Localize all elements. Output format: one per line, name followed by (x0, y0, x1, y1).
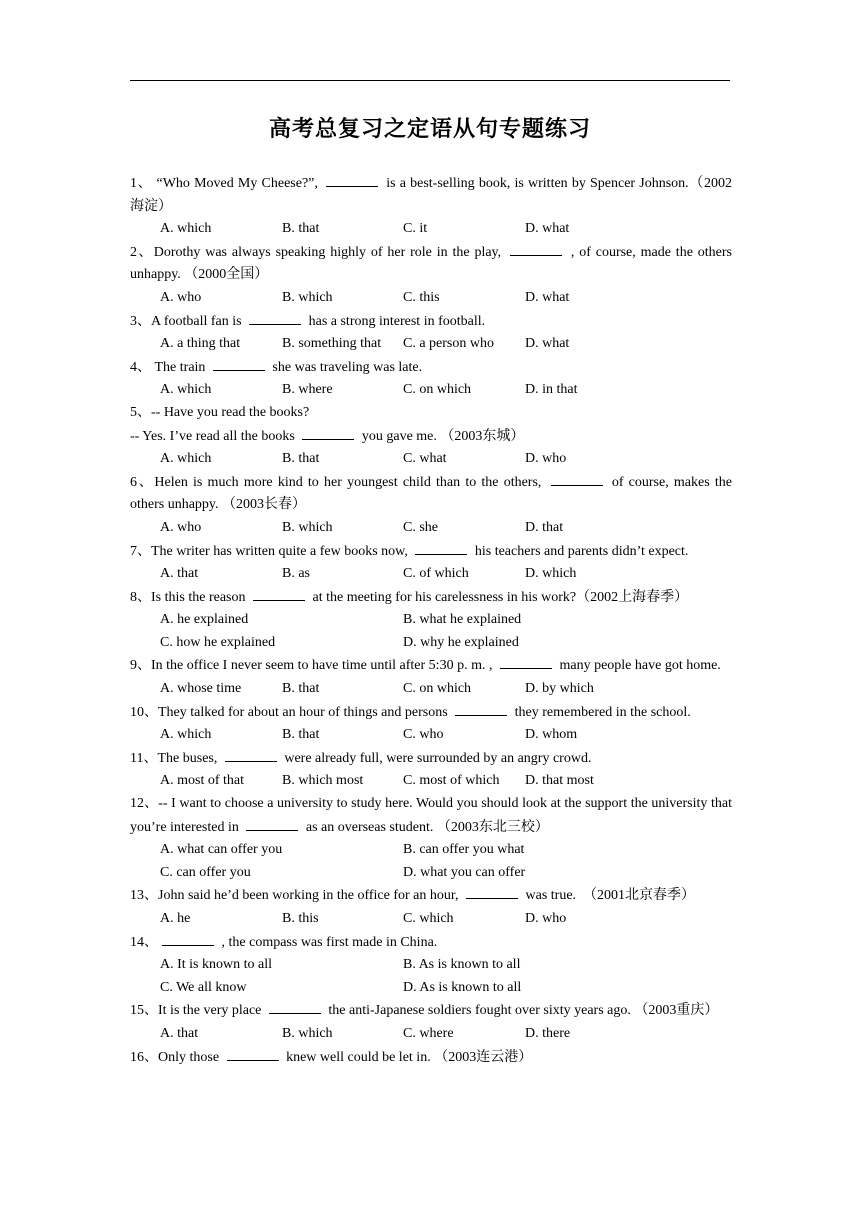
answer-option[interactable]: A. which (160, 727, 212, 743)
answer-blank[interactable] (225, 747, 277, 762)
answer-option[interactable]: A. he explained (160, 612, 249, 628)
answer-option[interactable]: B. what he explained (403, 612, 522, 628)
answer-option[interactable]: A. which (160, 221, 212, 237)
question-item (130, 654, 732, 700)
answer-option[interactable]: D. why he explained (403, 634, 519, 650)
options-row (130, 839, 732, 862)
question-text-part: knew well could be let in. （2003连云港） (282, 1049, 533, 1065)
question-text-part: 12、-- I want to choose a university to study here. Would you should look at the support the university that you’re interested in (130, 796, 732, 835)
question-text-part: as an overseas student. （2003东北三校） (302, 819, 549, 835)
question-text-part: 13、John said he’d been working in the office for an hour, (130, 888, 462, 904)
answer-option[interactable]: C. who (403, 727, 444, 743)
answer-option[interactable]: D. who (525, 451, 567, 467)
question-text-part: , of course, made the others unhappy. （2000全国） (130, 244, 732, 283)
answer-option[interactable]: B. which (282, 289, 333, 305)
answer-option[interactable]: A. who (160, 519, 202, 535)
answer-option[interactable]: D. which (525, 566, 577, 582)
answer-option[interactable]: A. which (160, 382, 212, 398)
question-text-part: 3、A football fan is (130, 313, 246, 329)
answer-option[interactable]: A. he (160, 911, 191, 926)
answer-option[interactable]: C. of which (403, 566, 469, 582)
question-text (130, 586, 732, 610)
options-row (130, 954, 732, 977)
question-text (130, 701, 732, 725)
question-text-part: 16、Only those (130, 1049, 223, 1065)
answer-option[interactable]: C. it (403, 221, 428, 237)
answer-blank[interactable] (249, 310, 301, 325)
answer-option[interactable]: A. that (160, 1025, 199, 1041)
question-text-part: she was traveling was late. (268, 359, 423, 375)
answer-option[interactable]: B. which (282, 519, 333, 535)
question-text-part: were already full, were surrounded by an angry crowd. (280, 750, 592, 766)
answer-option[interactable]: B. that (282, 451, 320, 467)
answer-blank[interactable] (510, 241, 562, 256)
question-text (130, 310, 732, 334)
question-text (130, 471, 732, 517)
answer-option[interactable]: B. something that (282, 336, 382, 352)
answer-blank[interactable] (269, 999, 321, 1014)
answer-option[interactable]: D. what (525, 221, 570, 237)
question-text (130, 402, 732, 425)
answer-blank[interactable] (253, 586, 305, 601)
page-title: 高考总复习之定语从句专题练习 (268, 116, 591, 141)
answer-option[interactable]: B. As is known to all (403, 957, 521, 973)
answer-option[interactable]: A. a thing that (160, 336, 241, 352)
question-text-part: was true. （2001北京春季） (522, 888, 696, 904)
answer-option[interactable]: D. that most (525, 773, 594, 789)
question-text-part: has a strong interest in football. (305, 313, 486, 329)
question-item (130, 701, 732, 747)
answer-option[interactable]: C. which (403, 911, 454, 926)
options-row (130, 770, 732, 793)
answer-option[interactable]: B. that (282, 681, 320, 697)
question-item (130, 747, 732, 793)
question-text-part: 15、It is the very place (130, 1003, 265, 1019)
answer-blank[interactable] (415, 540, 467, 555)
question-text (130, 241, 732, 287)
header-rule (130, 80, 730, 81)
answer-option[interactable]: D. that (525, 519, 564, 535)
question-text-part: 9、In the office I never seem to have time until after 5:30 p. m. , (130, 658, 496, 674)
question-text-part: many people have got home. (555, 658, 721, 674)
options-row (130, 609, 732, 632)
options-row (130, 977, 732, 1000)
question-text-part: 11、The buses, (130, 750, 221, 766)
question-text (130, 172, 732, 218)
question-item (130, 999, 732, 1045)
answer-blank[interactable] (213, 356, 265, 371)
question-list (130, 172, 732, 1069)
answer-blank[interactable] (246, 816, 298, 831)
options-row (130, 908, 732, 931)
answer-option[interactable]: B. where (282, 382, 333, 398)
answer-option[interactable]: C. what (403, 451, 447, 467)
answer-option[interactable]: A. whose time (160, 681, 242, 697)
question-item (130, 1046, 732, 1070)
options-row (130, 287, 732, 310)
answer-option[interactable]: D. whom (525, 727, 578, 743)
answer-blank[interactable] (227, 1046, 279, 1061)
question-item (130, 172, 732, 241)
question-item (130, 402, 732, 471)
question-item (130, 241, 732, 310)
question-text-part: -- Yes. I’ve read all the books (130, 428, 299, 444)
answer-option[interactable]: C. she (403, 519, 438, 535)
question-text-part: the anti-Japanese soldiers fought over sixty years ago. （2003重庆） (324, 1003, 719, 1019)
answer-option[interactable]: C. this (403, 289, 440, 305)
answer-option[interactable]: B. which most (282, 773, 364, 789)
answer-option[interactable]: B. that (282, 221, 320, 237)
question-item (130, 793, 732, 884)
question-item (130, 471, 732, 540)
question-text-part: , the compass was first made in China. (218, 934, 438, 950)
question-item (130, 884, 732, 930)
options-row (130, 218, 732, 241)
answer-option[interactable]: D. in that (525, 382, 578, 398)
answer-option[interactable]: D. there (525, 1025, 571, 1041)
answer-option[interactable]: C. where (403, 1025, 454, 1041)
answer-option[interactable]: A. most of that (160, 773, 244, 789)
answer-option[interactable]: C. can offer you (160, 864, 251, 880)
question-text (130, 931, 732, 955)
question-item (130, 540, 732, 586)
answer-option[interactable]: B. that (282, 727, 320, 743)
question-text-part: at the meeting for his carelessness in his work?（2002上海春季） (308, 589, 689, 605)
options-row (130, 448, 732, 471)
answer-option[interactable]: C. We all know (160, 979, 247, 995)
options-row (130, 862, 732, 885)
answer-option[interactable]: B. this (282, 911, 319, 926)
options-row (130, 333, 732, 356)
question-text-part: is a best-selling book, is written by Spencer Johnson.（2002海淀） (130, 176, 732, 214)
question-text-part: they remembered in the school. (511, 704, 691, 720)
question-text (130, 425, 732, 449)
answer-option[interactable]: D. As is known to all (403, 979, 522, 995)
question-text-part: 6、Helen is much more kind to her youngest child than to the others, (130, 474, 547, 490)
options-row (130, 1023, 732, 1046)
answer-blank[interactable] (162, 931, 214, 946)
question-text (130, 654, 732, 678)
answer-option[interactable]: B. as (282, 566, 310, 582)
question-text (130, 540, 732, 564)
answer-option[interactable]: A. which (160, 451, 212, 467)
answer-option[interactable]: C. on which (403, 382, 472, 398)
question-item (130, 586, 732, 655)
options-row (130, 563, 732, 586)
answer-option[interactable]: A. It is known to all (160, 957, 272, 973)
question-text-part: 1、 “Who Moved My Cheese?”, (130, 176, 323, 191)
question-text (130, 793, 732, 839)
answer-blank[interactable] (326, 172, 378, 187)
options-row (130, 678, 732, 701)
answer-blank[interactable] (302, 425, 354, 440)
answer-blank[interactable] (466, 884, 518, 899)
question-text-part: 7、The writer has written quite a few books now, (130, 543, 412, 559)
question-text-part: 2、Dorothy was always speaking highly of her role in the play, (130, 244, 506, 260)
question-text (130, 1046, 732, 1070)
options-row (130, 724, 732, 747)
answer-option[interactable]: B. which (282, 1025, 333, 1041)
question-text-part: his teachers and parents didn’t expect. (471, 543, 689, 559)
question-text-part: 8、Is this the reason (130, 589, 249, 605)
answer-option[interactable]: A. what can offer you (160, 842, 283, 858)
question-text-part: of course, makes the others unhappy. （2003长春） (130, 474, 732, 513)
question-text-part: you gave me. （2003东城） (358, 428, 525, 444)
question-item (130, 356, 732, 402)
question-text-part: 5、-- Have you read the books? (130, 404, 310, 420)
question-text-part: 14、 (130, 934, 158, 950)
answer-option[interactable]: C. on which (403, 681, 472, 697)
answer-option[interactable]: C. most of which (403, 773, 500, 789)
question-item (130, 310, 732, 356)
answer-blank[interactable] (551, 471, 603, 486)
answer-option[interactable]: D. what you can offer (403, 864, 526, 880)
question-text (130, 999, 732, 1023)
question-text-part: 10、They talked for about an hour of things and persons (130, 704, 452, 720)
question-text (130, 747, 732, 771)
options-row (130, 379, 732, 402)
question-text (130, 356, 732, 380)
question-text (130, 884, 732, 908)
answer-option[interactable]: C. how he explained (160, 634, 276, 650)
answer-option[interactable]: D. what (525, 336, 570, 352)
answer-option[interactable]: C. a person who (403, 336, 494, 352)
options-row (130, 517, 732, 540)
answer-option[interactable]: B. can offer you what (403, 842, 525, 858)
answer-option[interactable]: A. who (160, 289, 202, 305)
answer-blank[interactable] (455, 701, 507, 716)
answer-option[interactable]: A. that (160, 566, 199, 582)
answer-blank[interactable] (500, 654, 552, 669)
answer-option[interactable]: D. who (525, 911, 567, 926)
options-row (130, 632, 732, 655)
answer-option[interactable]: D. what (525, 289, 570, 305)
question-text-part: 4、 The train (130, 359, 209, 375)
question-item (130, 931, 732, 1000)
answer-option[interactable]: D. by which (525, 681, 594, 697)
